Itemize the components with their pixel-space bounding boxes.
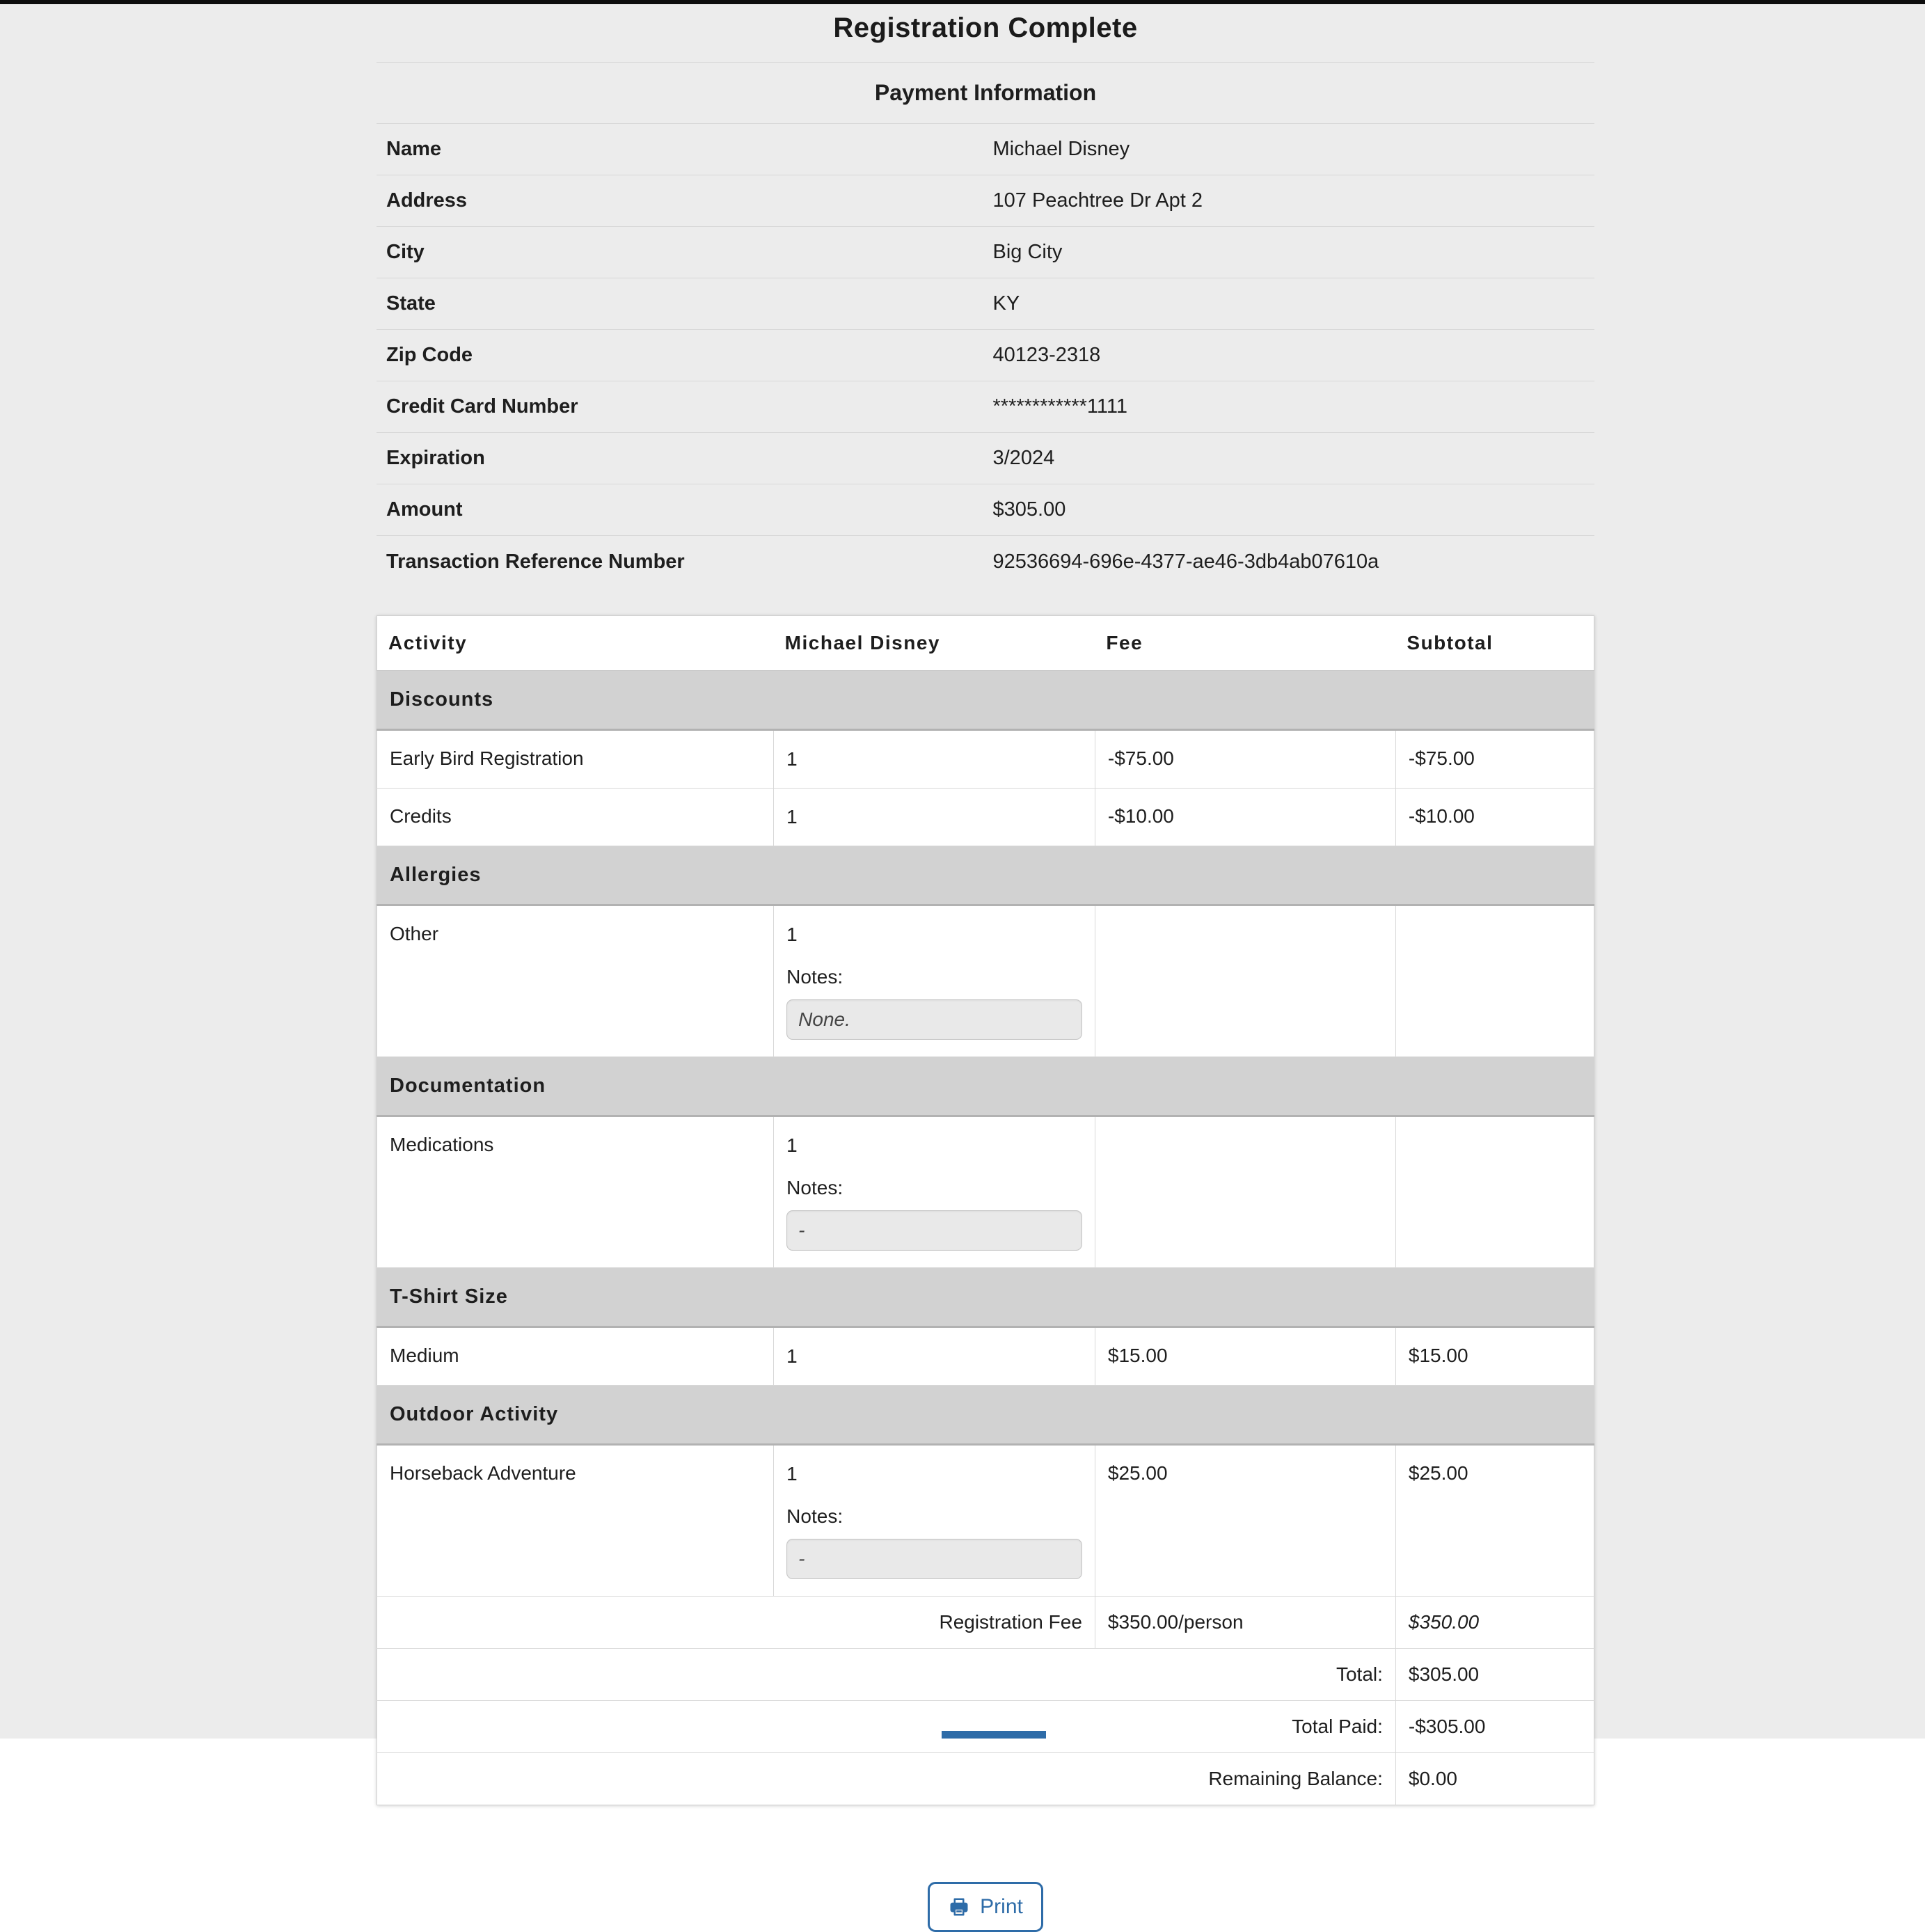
payment-row	[377, 381, 1594, 433]
quantity-value: 1	[786, 806, 798, 828]
registration-fee-row	[377, 1597, 1594, 1649]
notes-label: Notes:	[786, 966, 843, 988]
remaining-balance-row	[377, 1753, 1594, 1805]
payment-row	[377, 124, 1594, 175]
payment-row-label: State	[386, 292, 436, 315]
section-header-row	[377, 1057, 1594, 1116]
payment-row-label: Credit Card Number	[386, 395, 578, 418]
subtotal-cell: -$75.00	[1395, 730, 1594, 789]
payment-row-value: ************1111	[992, 395, 1127, 418]
payment-row	[377, 536, 1594, 587]
quantity-value: 1	[786, 748, 798, 770]
payment-row-value: 107 Peachtree Dr Apt 2	[992, 189, 1203, 212]
quantity-value: 1	[786, 924, 798, 945]
section-header-label: Outdoor Activity	[377, 1386, 1594, 1445]
payment-info-section	[377, 62, 1594, 587]
column-header-attendee: Michael Disney	[774, 616, 1095, 671]
registration-fee-subtotal: $350.00	[1395, 1597, 1594, 1649]
payment-row-label: Expiration	[386, 447, 485, 469]
payment-row-value: $305.00	[992, 498, 1066, 521]
payment-row-label: Name	[386, 138, 441, 160]
activity-cell: Early Bird Registration	[377, 730, 774, 789]
section-header-row	[377, 1268, 1594, 1327]
payment-row	[377, 433, 1594, 484]
registration-fee-label: Registration Fee	[377, 1597, 1095, 1649]
activity-row	[377, 1116, 1594, 1268]
cut-off-button[interactable]	[942, 1731, 1046, 1739]
activity-cell: Credits	[377, 789, 774, 846]
fee-cell: $25.00	[1095, 1445, 1395, 1597]
payment-row-value: 92536694-696e-4377-ae46-3db4ab07610a	[992, 550, 1379, 573]
section-header-row	[377, 1386, 1594, 1445]
column-header-fee: Fee	[1095, 616, 1395, 671]
payment-row-label: Transaction Reference Number	[386, 550, 685, 573]
total-value: $305.00	[1395, 1649, 1594, 1701]
fee-cell: $15.00	[1095, 1327, 1395, 1386]
subtotal-cell: $15.00	[1395, 1327, 1594, 1386]
quantity-value: 1	[786, 1463, 798, 1484]
fee-cell: -$10.00	[1095, 789, 1395, 846]
notes-label: Notes:	[786, 1177, 843, 1198]
registration-fee-rate: $350.00/person	[1095, 1597, 1395, 1649]
payment-row	[377, 175, 1594, 227]
activity-row	[377, 1327, 1594, 1386]
payment-info-rows	[377, 124, 1594, 587]
section-header-row	[377, 846, 1594, 905]
section-header-label: Allergies	[377, 846, 1594, 905]
payment-row-value: Big City	[992, 241, 1063, 263]
activity-row	[377, 730, 1594, 789]
payment-row-value: KY	[992, 292, 1020, 315]
table-header-row	[377, 616, 1594, 671]
page-title: Registration Complete	[833, 13, 1138, 43]
total-paid-row	[377, 1701, 1594, 1753]
top-bar	[0, 0, 1925, 4]
quantity-value: 1	[786, 1134, 798, 1156]
quantity-value: 1	[786, 1345, 798, 1367]
attendee-quantity-cell	[774, 1445, 1095, 1597]
fee-cell	[1095, 905, 1395, 1057]
payment-row-value: Michael Disney	[992, 138, 1130, 160]
attendee-quantity-cell	[774, 1327, 1095, 1386]
payment-row-label: Zip Code	[386, 344, 473, 366]
remaining-balance-value: $0.00	[1395, 1753, 1594, 1805]
content-area	[377, 13, 1594, 1932]
printer-icon	[948, 1897, 970, 1917]
activity-cell: Medications	[377, 1116, 774, 1268]
activity-cell: Horseback Adventure	[377, 1445, 774, 1597]
print-button-area	[377, 1882, 1594, 1932]
activity-row	[377, 1445, 1594, 1597]
payment-row	[377, 330, 1594, 381]
payment-row-label: Amount	[386, 498, 463, 521]
notes-box: -	[786, 1539, 1082, 1579]
payment-row-label: City	[386, 241, 425, 263]
column-header-subtotal: Subtotal	[1395, 616, 1594, 671]
subtotal-cell	[1395, 905, 1594, 1057]
activity-cell: Other	[377, 905, 774, 1057]
attendee-quantity-cell	[774, 730, 1095, 789]
subtotal-cell: -$10.00	[1395, 789, 1594, 846]
subtotal-cell: $25.00	[1395, 1445, 1594, 1597]
payment-row-value: 3/2024	[992, 447, 1055, 469]
total-row	[377, 1649, 1594, 1701]
section-header-label: T-Shirt Size	[377, 1268, 1594, 1327]
subtotal-cell	[1395, 1116, 1594, 1268]
payment-info-heading: Payment Information	[377, 63, 1594, 124]
total-paid-value: -$305.00	[1395, 1701, 1594, 1753]
section-header-row	[377, 671, 1594, 730]
column-header-activity: Activity	[377, 616, 774, 671]
fee-cell: -$75.00	[1095, 730, 1395, 789]
activity-row	[377, 905, 1594, 1057]
payment-row	[377, 227, 1594, 278]
payment-row-value: 40123-2318	[992, 344, 1101, 366]
attendee-quantity-cell	[774, 789, 1095, 846]
remaining-balance-label: Remaining Balance:	[377, 1753, 1396, 1805]
total-paid-label: Total Paid:	[377, 1701, 1396, 1753]
print-button-label: Print	[980, 1895, 1023, 1918]
attendee-quantity-cell	[774, 905, 1095, 1057]
notes-box: -	[786, 1210, 1082, 1251]
notes-box: None.	[786, 999, 1082, 1040]
payment-row	[377, 278, 1594, 330]
section-header-label: Documentation	[377, 1057, 1594, 1116]
fee-cell	[1095, 1116, 1395, 1268]
attendee-quantity-cell	[774, 1116, 1095, 1268]
activity-row	[377, 789, 1594, 846]
section-header-label: Discounts	[377, 671, 1594, 730]
total-label: Total:	[377, 1649, 1396, 1701]
payment-row-label: Address	[386, 189, 468, 212]
activity-cell: Medium	[377, 1327, 774, 1386]
notes-label: Notes:	[786, 1505, 843, 1527]
activity-fee-table	[377, 615, 1594, 1805]
print-button[interactable]	[928, 1882, 1043, 1932]
payment-row	[377, 484, 1594, 536]
